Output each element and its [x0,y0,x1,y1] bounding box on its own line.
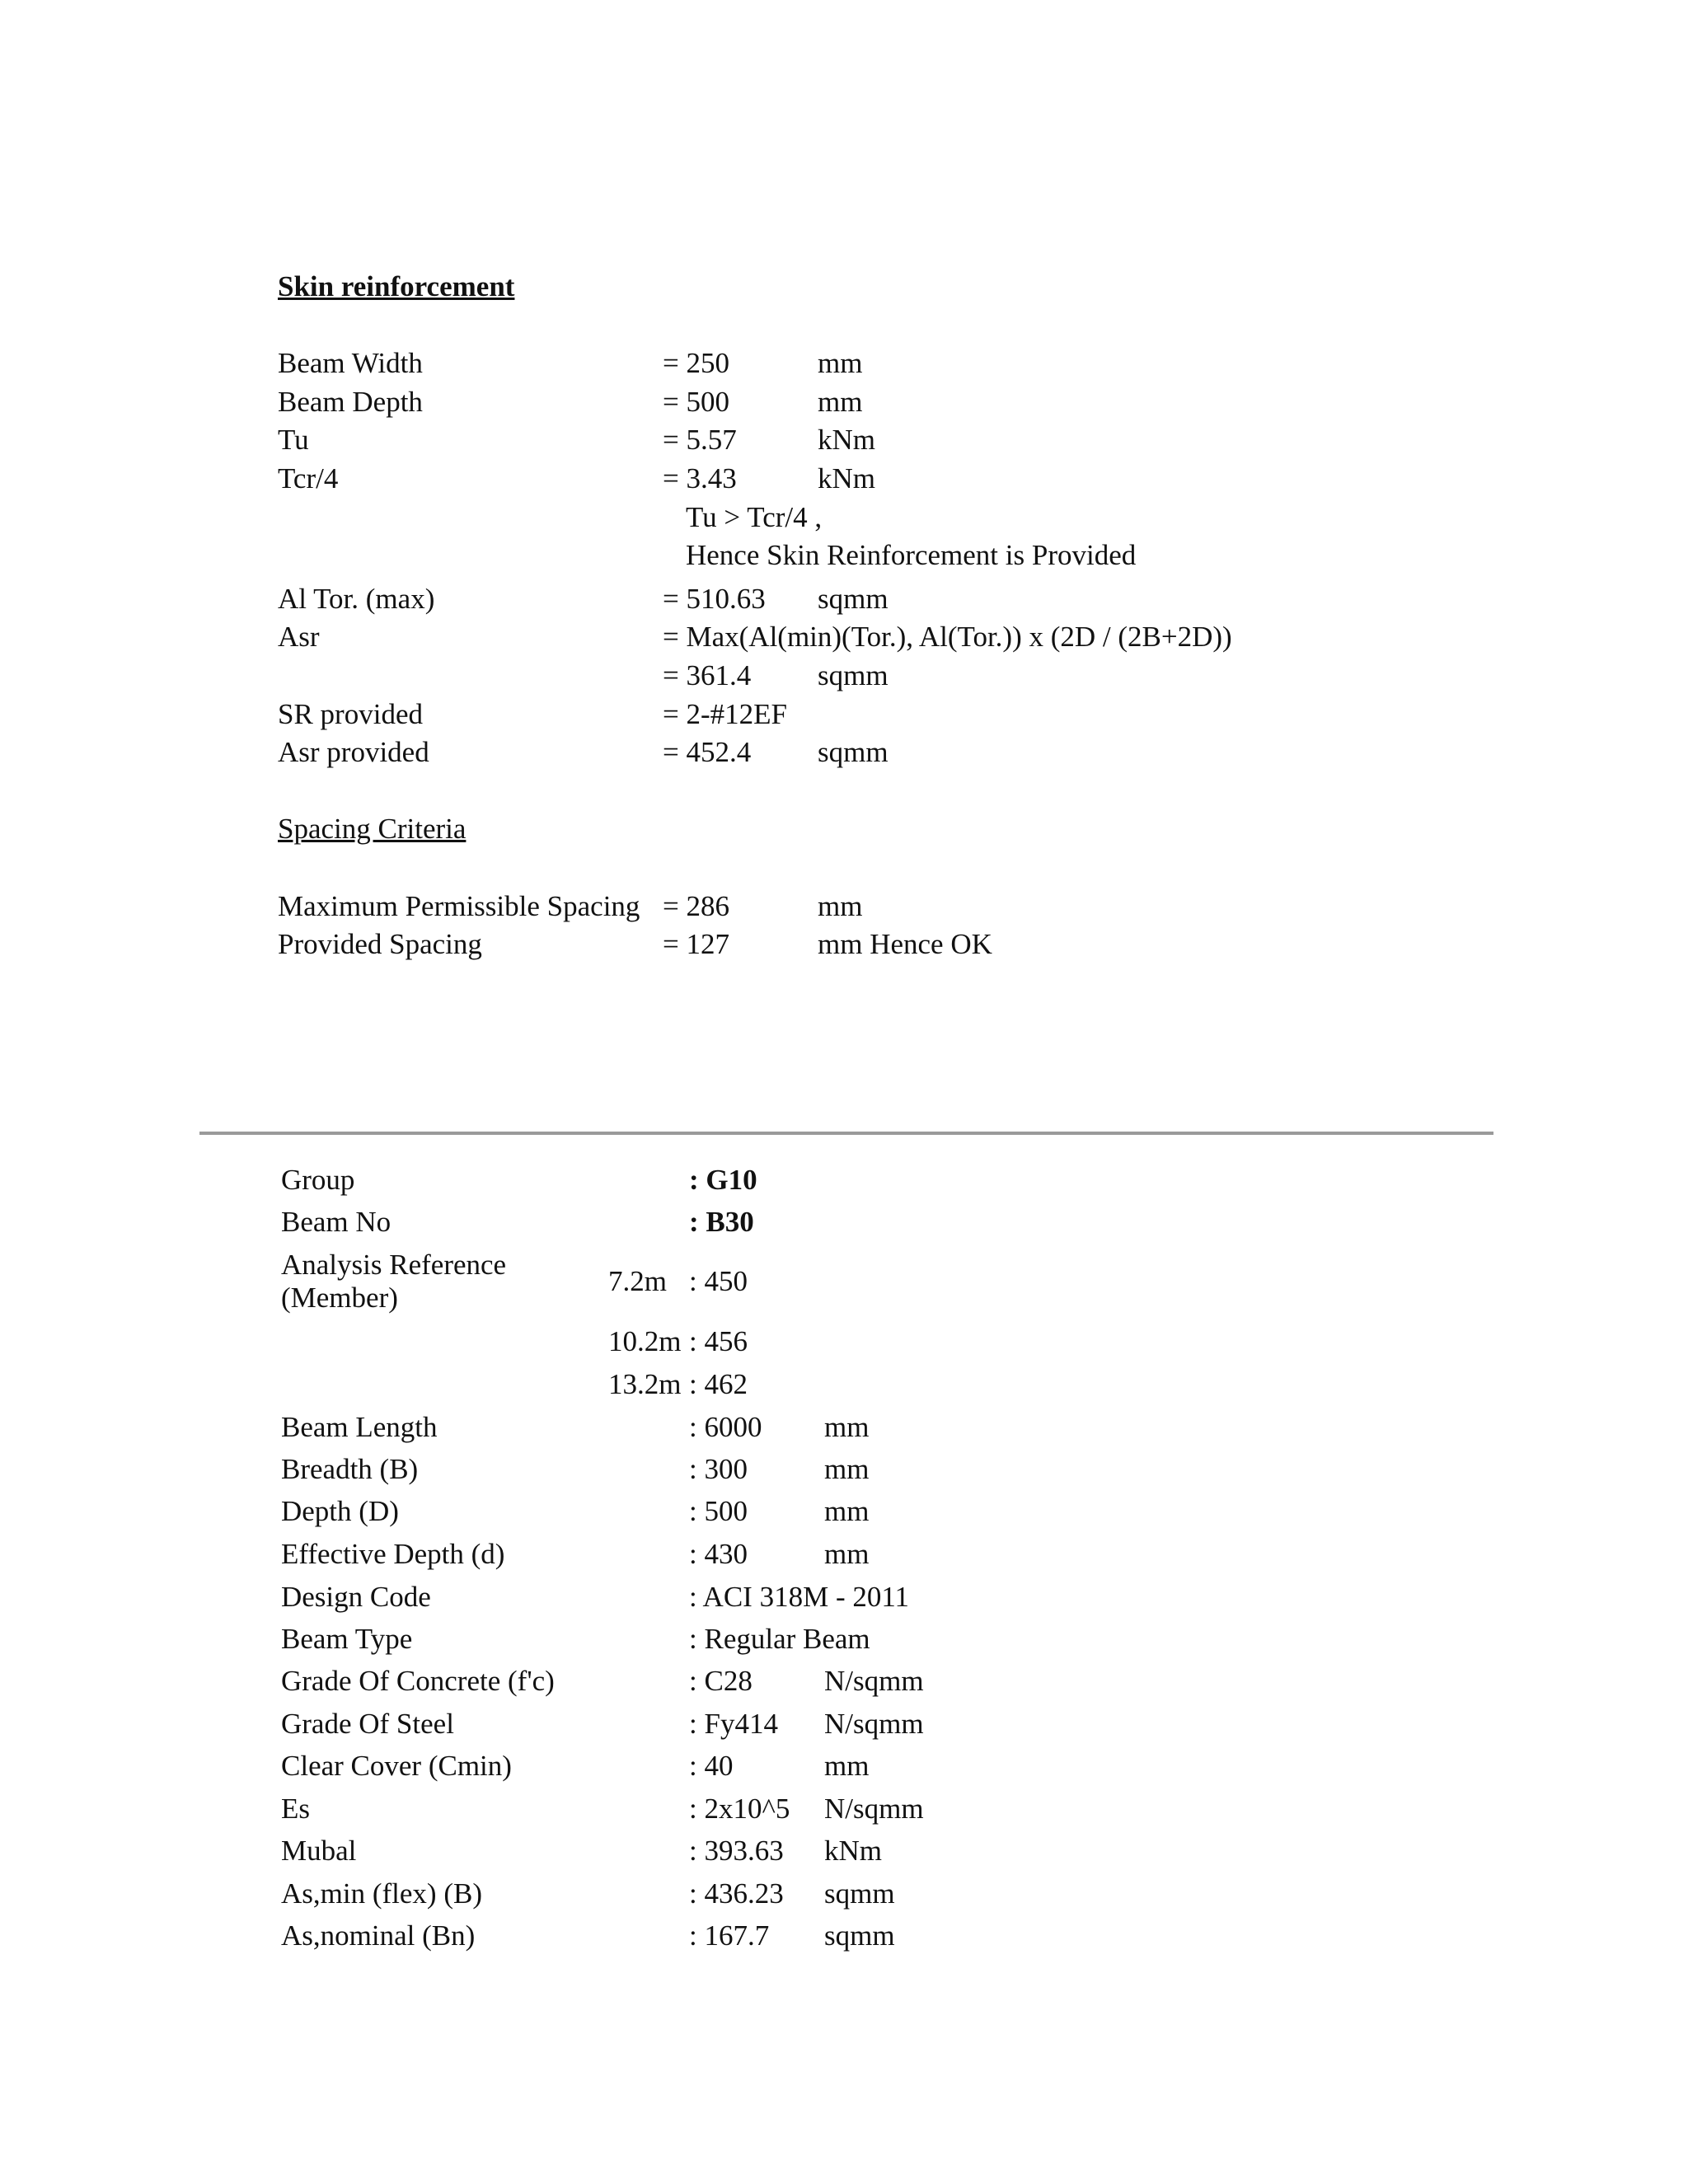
param-label: Tcr/4 [278,462,339,494]
param-value: = 510.63 [663,583,766,615]
analysis-ref-position: 10.2m [608,1325,682,1357]
param-value: = 500 [663,386,729,418]
param-unit: mm Hence OK [818,928,992,960]
prop-value: : 40 [689,1750,734,1782]
prop-value: : 436.23 [689,1877,784,1910]
param-label: Beam Width [278,347,423,379]
prop-value: : 167.7 [689,1919,770,1952]
param-unit: kNm [818,462,875,494]
spacing-criteria-title: Spacing Criteria [278,813,467,845]
prop-value: : C28 [689,1665,753,1697]
param-value: = 286 [663,890,729,922]
prop-label: Design Code [281,1581,431,1613]
prop-label: Es [281,1793,310,1825]
prop-value: : 2x10^5 [689,1793,790,1825]
prop-unit: mm [824,1750,870,1782]
prop-unit: N/sqmm [824,1708,924,1740]
param-unit: mm [818,386,863,418]
prop-label: As,nominal (Bn) [281,1919,476,1952]
analysis-reference-label: Analysis Reference [281,1249,507,1281]
prop-unit: N/sqmm [824,1793,924,1825]
prop-label: Grade Of Concrete (f'c) [281,1665,555,1697]
prop-unit: mm [824,1411,870,1443]
param-unit: mm [818,890,863,922]
skin-reinforcement-title: Skin reinforcement [278,270,515,302]
param-unit: sqmm [818,583,889,615]
asr-label: Asr [278,621,320,653]
check-conclusion: Hence Skin Reinforcement is Provided [686,539,1137,571]
prop-unit: mm [824,1495,870,1527]
prop-label: Grade Of Steel [281,1708,454,1740]
analysis-ref-member: : 456 [689,1325,748,1357]
prop-label: Clear Cover (Cmin) [281,1750,512,1782]
prop-unit: N/sqmm [824,1665,924,1697]
param-label: Al Tor. (max) [278,583,435,615]
prop-unit: kNm [824,1835,882,1867]
beam-no-label: Beam No [281,1206,392,1238]
prop-label: Mubal [281,1835,357,1867]
analysis-ref-position: 13.2m [608,1368,682,1400]
prop-unit: sqmm [824,1877,895,1910]
prop-unit: mm [824,1453,870,1485]
check-line: Tu > Tcr/4 , [686,501,823,533]
prop-value: : 300 [689,1453,748,1485]
group-label: Group [281,1164,355,1196]
prop-unit: mm [824,1538,870,1570]
section-divider [199,1132,1493,1135]
group-value: : G10 [689,1164,757,1196]
prop-value: : 430 [689,1538,748,1570]
param-label: Maximum Permissible Spacing [278,890,640,922]
param-value: = 250 [663,347,729,379]
param-label: Tu [278,424,309,456]
prop-value: : 6000 [689,1411,762,1443]
param-value: = 127 [663,928,729,960]
param-unit: sqmm [818,736,889,768]
asr-unit: sqmm [818,659,889,691]
prop-label: Depth (D) [281,1495,399,1527]
asr-value: = 361.4 [663,659,752,691]
beam-no-value: : B30 [689,1206,754,1238]
param-label: SR provided [278,698,423,730]
prop-label: Beam Type [281,1623,413,1655]
prop-value: : 393.63 [689,1835,784,1867]
param-unit: mm [818,347,863,379]
prop-label: As,min (flex) (B) [281,1877,482,1910]
param-label: Provided Spacing [278,928,482,960]
param-value: = 5.57 [663,424,737,456]
prop-value: : ACI 318M - 2011 [689,1581,910,1613]
param-label: Asr provided [278,736,429,768]
prop-label: Beam Length [281,1411,438,1443]
analysis-ref-member: : 450 [689,1265,748,1297]
prop-label: Effective Depth (d) [281,1538,505,1570]
prop-unit: sqmm [824,1919,895,1952]
analysis-ref-position: 7.2m [608,1265,667,1297]
analysis-ref-member: : 462 [689,1368,748,1400]
param-label: Beam Depth [278,386,423,418]
asr-formula: = Max(Al(min)(Tor.), Al(Tor.)) x (2D / (2B+2D)) [663,621,1232,653]
prop-value: : 500 [689,1495,748,1527]
prop-label: Breadth (B) [281,1453,419,1485]
param-unit: kNm [818,424,875,456]
prop-value: : Fy414 [689,1708,778,1740]
analysis-reference-sublabel: (Member) [281,1282,398,1314]
param-value: = 3.43 [663,462,737,494]
prop-value: : Regular Beam [689,1623,870,1655]
param-value: = 2-#12EF [663,698,787,730]
param-value: = 452.4 [663,736,752,768]
